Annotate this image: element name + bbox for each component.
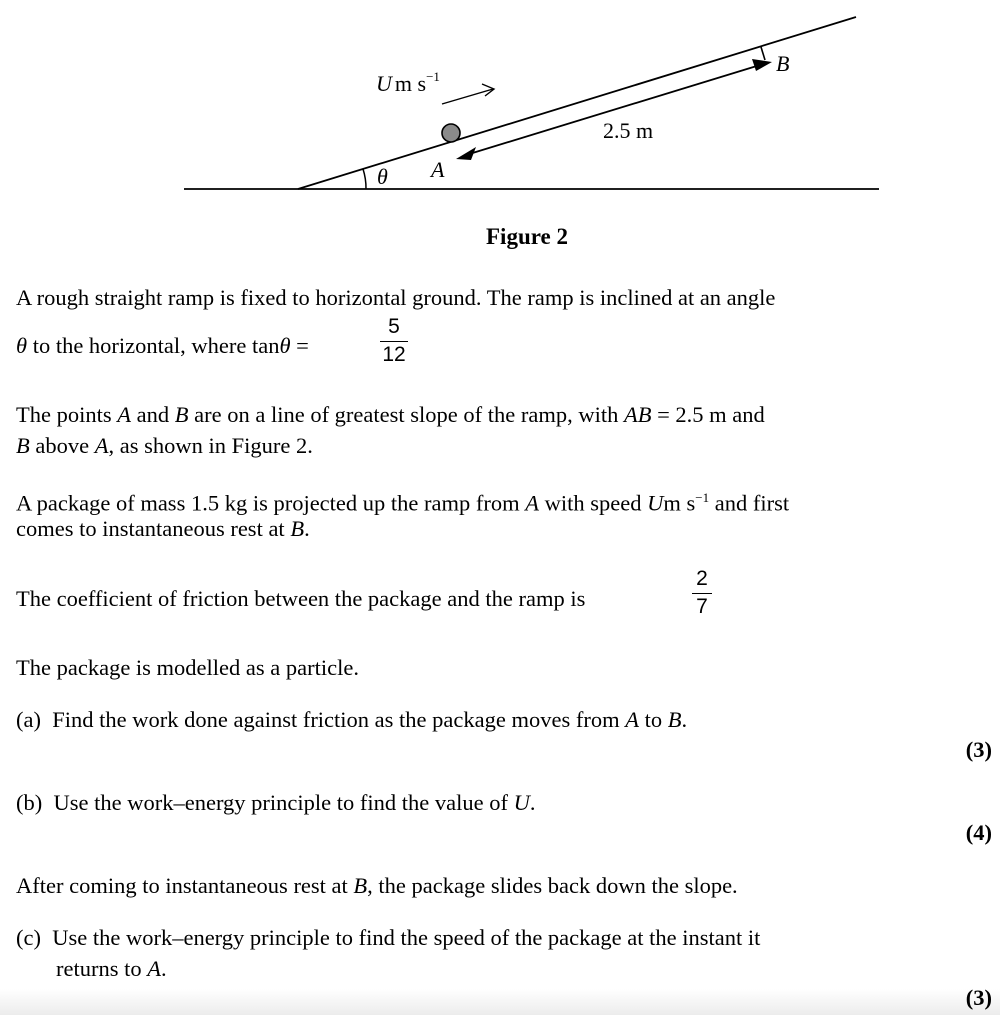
para4-text: The coefficient of friction between the package and the ramp is — [16, 586, 586, 611]
para1-line2 — [16, 330, 309, 361]
particle — [442, 124, 460, 142]
bottom-shade — [0, 989, 1000, 1015]
ramp-diagram — [0, 0, 1000, 260]
fraction-2-7: 2 7 — [692, 568, 712, 618]
velocity-arrow — [442, 89, 493, 104]
para1-line1: A rough straight ramp is fixed to horizontal ground. The ramp is inclined at an angle — [16, 285, 776, 310]
figure-caption: Figure 2 — [486, 224, 568, 249]
arrowhead-b — [752, 59, 772, 71]
part-c-line1: (c) Use the work–energy principle to find the speed of the package at the instant it — [16, 925, 761, 950]
part-b-marks: (4) — [965, 820, 992, 845]
theta-symbol-2: θ — [279, 333, 291, 358]
angle-arc — [363, 169, 366, 189]
point-b-label: B — [776, 51, 790, 76]
arrowhead-a — [456, 147, 476, 160]
part-c-line2: returns to A. — [56, 956, 167, 981]
b-tick — [761, 47, 765, 60]
fraction-5-12: 5 12 — [380, 316, 408, 366]
part-c-label: (c) — [16, 925, 41, 950]
para6-text: After coming to instantaneous rest at B, the package slides back down the slope. — [16, 873, 738, 898]
para5-text: The package is modelled as a particle. — [16, 655, 359, 680]
part-a-label: (a) — [16, 707, 41, 732]
theta-symbol: θ — [16, 333, 28, 358]
para3-line2: comes to instantaneous rest at B. — [16, 516, 310, 541]
part-b-label: (b) — [16, 790, 43, 815]
distance-label: 2.5 m — [603, 118, 654, 143]
point-a-label: A — [431, 157, 445, 182]
speed-label: U m $s^{-1}$ — [376, 69, 440, 96]
para2-line1: The points A and B are on a line of greatest slope of the ramp, with AB = 2.5 m and — [16, 402, 765, 427]
para1-text: to the horizontal, where tan — [27, 333, 280, 358]
part-c-marks: (3) — [965, 985, 992, 1010]
angle-label: θ — [377, 164, 388, 189]
para3-line1: A package of mass 1.5 kg is projected up the ramp from A with speed Um $s^{-1}$ and first — [16, 490, 790, 516]
equals-sign: = — [290, 333, 309, 358]
part-b: (b) Use the work–energy principle to find the value of U. — [16, 790, 536, 815]
part-a: (a) Find the work done against friction as the package moves from A to B. — [16, 707, 688, 732]
para2-line2: B above A, as shown in Figure 2. — [16, 433, 313, 458]
part-a-marks: (3) — [965, 737, 992, 762]
